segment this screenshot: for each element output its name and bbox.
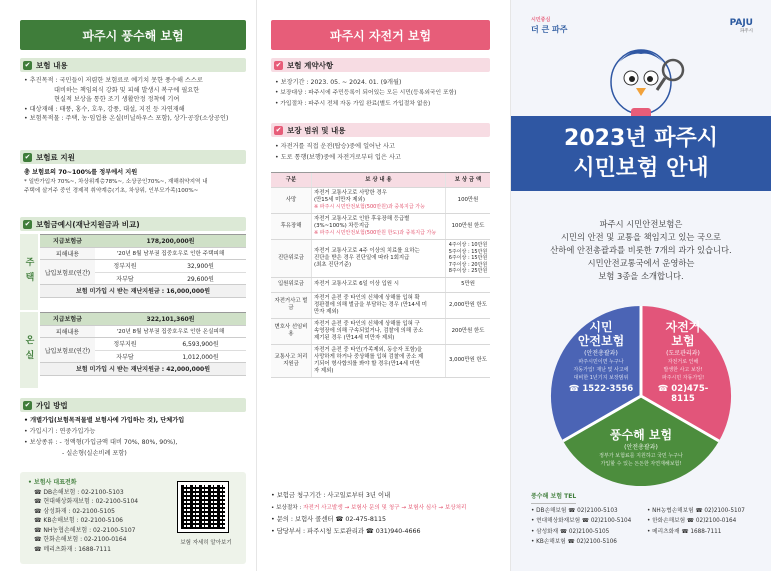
insurer-contact-item[interactable]: ☎ 현대해상화재보험 : 02-2100-5104: [34, 498, 139, 505]
paju-logo: [730, 18, 753, 34]
bicycle-coverage-text: [275, 141, 490, 163]
safety-insurance-label[interactable]: [563, 320, 639, 394]
house-damage-label: 피해내용: [40, 248, 95, 260]
flood-contact-item[interactable]: • 메리츠화재 ☎ 1688-7111: [647, 528, 722, 535]
intro-line: 산하에 안전총괄과를 비롯한 7개의 과가 있습니다.: [550, 245, 732, 255]
table-cell-note: ※ 파주시 시민안전보험(500만원 한도)과 중복지급 가능: [314, 230, 437, 236]
table-row: [271, 319, 490, 345]
bicycle-contract-text: [275, 77, 490, 110]
house-example-table: [20, 234, 246, 310]
flood-support-line: 총 보험료의 70~100%를 정부에서 지원: [24, 169, 138, 176]
table-cell: 200만원 한도: [451, 327, 485, 334]
insurer-contact-box: [20, 472, 246, 564]
cover-title: [511, 116, 771, 191]
house-damage-value: '20년 8월 남부권 집중호우로 인한 주택피해: [116, 251, 225, 258]
safety-dept: (안전총괄과): [584, 350, 618, 357]
insurer-contact-heading: • 보험사 대표전화: [28, 479, 77, 486]
table-cell-line: 정판결에 의해 벌금을 부담하는 경우 (만14세 미: [314, 301, 427, 308]
greenhouse-side-label: [20, 312, 38, 388]
insurer-contact-list: [28, 478, 138, 554]
table-cell: 5만원: [461, 281, 475, 288]
flood-join-line: - 실손형(실손비례 포함): [62, 450, 127, 457]
table-cell: 진단위로금: [271, 240, 311, 277]
flood-contact-item[interactable]: • DB손해보험 ☎ 02)2100-5103: [531, 507, 618, 514]
flood-sec-support: [20, 150, 246, 164]
table-cell: 교통사고 처리지원금: [271, 345, 311, 377]
greenhouse-gov-value: 6,593,900원: [182, 341, 219, 349]
panel-bicycle-insurance: [257, 0, 511, 571]
bicycle-sec-contract-heading: 보험 계약사항: [287, 60, 334, 70]
cover-title-line1: 2023년 파주시: [564, 126, 718, 151]
bicycle-title: 파주시 자전거 보험: [271, 20, 490, 50]
flood-title: 파주시 풍수해 보험: [20, 20, 246, 50]
flood-join-line: • 개별가입(보험목적물별 보험사에 가입하는 것), 단체가입: [24, 417, 185, 424]
flood-desc: 가입할 수 있는 든든한 자연재해보험!: [600, 461, 682, 467]
table-cell: 변호사 선임비용: [271, 319, 311, 344]
flood-contacts-heading: 풍수해 보험 TEL: [531, 492, 576, 504]
flood-join-line: • 가입시기 : 연중가입가능: [24, 428, 96, 435]
table-row: [271, 188, 490, 214]
table-cell: [311, 293, 446, 318]
intro-line: 시민안전교통국에서 운영하는: [587, 258, 695, 268]
claim-department-phone[interactable]: • 담당부서 : 파주시청 도로관리과 ☎ 031)940-4666: [271, 528, 421, 535]
table-cell-line: (만15세 미만자 제외): [314, 197, 365, 203]
table-row: [271, 345, 490, 378]
table-cell: [311, 188, 446, 213]
table-cell: 100만원 한도: [451, 223, 485, 229]
table-cell-line: 속영장에 의해 구속되었거나, 검찰에 의해 공소: [314, 327, 424, 334]
flood-contact-item[interactable]: • 현대해상화재보험 ☎ 02)2100-5104: [531, 518, 632, 524]
house-relief-note: 보험 미가입 시 받는 재난지원금 : 16,000,000원: [40, 285, 246, 298]
claim-process-label: • 보상절차 :: [271, 505, 304, 511]
table-cell-line: 진단을 받은 경우 진단일에 따라 1회지급: [314, 254, 410, 261]
table-cell-line: 자전거 교통사고로 인한 후유장해 등급별: [314, 216, 410, 222]
flood-contact-item[interactable]: • 한화손해보험 ☎ 02)2100-0164: [647, 518, 737, 524]
flood-join-text: [24, 415, 244, 459]
paju-logo-sub: 파주시: [739, 29, 753, 34]
bicycle-coverage-line: • 자전거를 직접 운전(탑승)중에 일어난 사고: [275, 143, 395, 150]
qr-code-icon[interactable]: [178, 482, 228, 532]
bicycle-insurance-label[interactable]: [647, 320, 719, 404]
cover-title-line2: 시민보험 안내: [573, 156, 709, 181]
table-cell: 자전거사고 벌금: [271, 293, 311, 318]
table-cell: [311, 240, 446, 277]
slogan-main: 더 큰 파주: [531, 25, 568, 34]
table-header: 보 상 금 액: [454, 176, 482, 183]
bicycle-desc: 파주시민 자동가입!: [661, 375, 705, 381]
table-cell-line: 자전거 운전 중 타인(가족제외, 동승자 포함)을: [314, 346, 423, 353]
house-side-text: 주택: [23, 257, 34, 287]
check-icon: ✔: [24, 401, 31, 409]
check-icon: ✔: [24, 153, 31, 161]
intro-line: 파주시 시민안전보험은: [599, 219, 683, 229]
table-cell: 후유장해: [271, 214, 311, 239]
table-cell-note: ※ 파주시 시민안전보험(500만원)과 중복지급 가능: [314, 204, 425, 210]
flood-dept: (안전총괄과): [624, 444, 658, 451]
intro-line: 보험 3종을 소개합니다.: [598, 271, 684, 281]
house-payout-value: 178,200,000원: [95, 235, 246, 247]
table-row: [271, 240, 490, 278]
safety-desc: 대비한 1년기지 보장범위: [573, 375, 629, 381]
flood-contact-item[interactable]: • NH농협손해보험 ☎ 02)2100-5107: [647, 507, 745, 514]
paju-logo-text: PAJU: [729, 18, 753, 28]
greenhouse-example-table: [20, 312, 246, 388]
safety-desc: 자동가입! 재난 및 사고에: [573, 367, 629, 373]
bicycle-sec-coverage-heading: 보장 범위 및 내용: [287, 125, 346, 135]
safety-title: 안전보험: [577, 334, 625, 348]
cover-intro: [521, 218, 761, 283]
table-header: 구분: [271, 173, 311, 187]
flood-sec-join-heading: 가입 방법: [36, 400, 68, 410]
insurer-contact-item[interactable]: ☎ KB손해보험 : 02-2100-5106: [34, 517, 123, 524]
intro-line: 시민의 안전 및 교통을 책임지고 있는 국으로: [560, 232, 722, 242]
table-cell-line: 기되어 형사합의를 봐야 할 경우(만14세 미만: [314, 360, 421, 367]
slogan-small: 시민중심: [531, 17, 551, 23]
flood-contact-item[interactable]: • 삼성화재 ☎ 02)2100-5105: [531, 528, 610, 535]
insurer-contact-item[interactable]: ☎ 한화손해보험 : 02-2100-0164: [34, 536, 127, 543]
flood-sec-example-heading: 보험금예시(재난지원금과 비교): [36, 219, 140, 229]
table-cell-line: 제기된 경우 (만14세 미만자 제외): [314, 334, 395, 341]
panel-cover: [511, 0, 771, 571]
flood-sec-join: [20, 398, 246, 412]
house-premium-label: 납입보험료(연간): [40, 260, 95, 284]
claim-period: • 보험금 청구기간 : 사고일로부터 3년 이내: [271, 492, 391, 499]
greenhouse-gov-label: 정부지원: [113, 341, 137, 349]
table-cell: 사망: [271, 188, 311, 213]
table-header: 보 상 내 용: [311, 173, 446, 187]
greenhouse-relief-note: 보험 미가입 시 받는 재난지원금 : 42,000,000원: [40, 363, 246, 376]
table-cell: [311, 345, 446, 377]
bicycle-contract-line: • 보장대상 : 파주시에 주민등록이 되어있는 모든 시민(등록외국인 포함): [275, 90, 457, 96]
table-cell-line: 만자 제외): [314, 308, 339, 315]
table-cell: 자전거 교통사고로 6일 이상 입원 시: [311, 278, 446, 292]
safety-phone[interactable]: ☎ 1522-3556: [568, 384, 634, 394]
table-cell: 입원위로금: [271, 278, 311, 292]
flood-contact-item[interactable]: • KB손해보험 ☎ 02)2100-5106: [531, 539, 617, 545]
house-side-label: [20, 234, 38, 310]
flood-content-line: • 추진목적 : 국민들이 저렴한 보험료로 예기치 못한 풍수해 스스로: [24, 77, 203, 84]
claim-process-steps: 자전거 사고발생 → 보험사 문의 및 청구 → 보험사 심사 → 보상처리: [303, 505, 467, 511]
bicycle-wheel-title: 자전거: [665, 320, 701, 334]
bicycle-claim-info: [271, 490, 490, 538]
bicycle-desc: 발생한 사고 보장!: [663, 367, 703, 373]
greenhouse-side-text: 온실: [23, 335, 34, 365]
table-cell-line: 자 제외): [314, 367, 334, 374]
bicycle-sec-contract: [271, 58, 490, 72]
qr-caption: 보험 자세히 알아보기: [180, 540, 232, 546]
insurer-contact-item[interactable]: ☎ NH농협손해보험 : 02-2100-5107: [34, 526, 136, 534]
flood-content-text: [24, 76, 244, 124]
table-cell-line: 사망하게 하거나 중상해를 입혀 검찰에 공소 제: [314, 353, 424, 360]
house-self-label: 자부담: [116, 275, 134, 283]
safety-title: 시민: [589, 320, 613, 334]
claim-inquiry-phone[interactable]: • 문의 : 보험사 콜센터 ☎ 02-475-8115: [271, 516, 386, 523]
table-cell: [311, 319, 446, 344]
greenhouse-self-label: 자부담: [116, 353, 134, 361]
flood-insurer-contacts: [531, 492, 759, 548]
insurer-contact-item[interactable]: ☎ 메리츠화재 : 1688-7111: [34, 545, 111, 553]
flood-content-line: • 보험목적물 : 주택, 농·임업용 온실(비닐하우스 포함), 상가·공장(소상공인): [24, 115, 229, 122]
bicycle-phone[interactable]: ☎ 02)475-8115: [657, 384, 709, 404]
bicycle-dept: (도로관리과): [666, 350, 700, 357]
table-cell: 2,000만원 한도: [449, 301, 487, 308]
flood-support-line: 주택에 살거주 중인 경제적 취약계층(기초, 차상위, 인부모가족)100%~: [24, 188, 199, 194]
table-cell: 3,000만원 한도: [449, 357, 487, 364]
table-cell-line: (최초 진단기준): [314, 261, 352, 268]
flood-wheel-title: 풍수해 보험: [609, 428, 673, 442]
insurer-contact-item[interactable]: ☎ DB손해보험 : 02-2100-5103: [34, 488, 124, 496]
check-icon: ✔: [275, 126, 282, 134]
bicycle-coverage-table: [271, 172, 490, 378]
city-slogan-logo: [531, 16, 581, 40]
greenhouse-damage-value: '20년 8월 남부권 집중호우로 인한 온실피해: [116, 329, 225, 336]
flood-content-line: 현실적 보상을 통한 조기 생활안정 정착에 기여: [54, 96, 180, 103]
flood-support-line: * 일반가입자 70%~, 차상위계층78%~, 소상공인70%~, 재해취약지역 내: [24, 178, 208, 185]
flood-content-line: • 대상재해 : 태풍, 홍수, 호우, 강풍, 대설, 지진 등 자연재해: [24, 105, 185, 113]
table-cell: 4주이상 : 10만원 5주이상 : 15만원 6주이상 : 15만원 7주이상 : 20만원 8주이상 : 25만원: [448, 242, 488, 275]
table-cell-line: 자전거 운전 중 타인의 신체에 상해를 입혀 구: [314, 320, 420, 327]
house-payout-label: 지급보험금: [40, 235, 95, 247]
flood-insurance-label[interactable]: [571, 428, 711, 467]
table-row: [271, 214, 490, 240]
table-cell-line: 자전거 교통사고로 4주 이상의 치료를 요하는: [314, 247, 420, 254]
table-cell: [311, 214, 446, 239]
check-icon: ✔: [24, 61, 31, 69]
flood-desc: 정부가 보험료를 지원하고 국민 누구나: [599, 453, 683, 459]
flood-sec-example: [20, 217, 246, 231]
table-cell-line: 자전거 운전 중 타인의 신체에 상해를 입혀 확: [314, 294, 420, 301]
bicycle-contract-line: • 가입절차 : 파주시 전체 자동 가입 완료(별도 가입절차 없음): [275, 101, 431, 107]
bicycle-sec-coverage: [271, 123, 490, 137]
insurer-contact-item[interactable]: ☎ 삼성화재 : 02-2100-5105: [34, 507, 115, 515]
table-header-row: [271, 173, 490, 188]
safety-desc: 파주시민이면 누구나: [578, 359, 624, 365]
bicycle-desc: 자전거로 인해: [667, 359, 699, 365]
check-icon: ✔: [24, 220, 31, 228]
flood-support-text: [24, 168, 244, 197]
flood-join-line: • 보상종류 : - 정액형(가입금액 대비 70%, 80%, 90%),: [24, 439, 178, 446]
greenhouse-damage-label: 피해내용: [40, 326, 95, 338]
bicycle-contract-line: • 보장기간 : 2023. 05. ~ 2024. 01. (9개월): [275, 79, 402, 86]
flood-sec-support-heading: 보험료 지원: [36, 152, 75, 162]
greenhouse-payout-label: 지급보험금: [40, 313, 95, 325]
house-gov-value: 32,900원: [187, 263, 214, 271]
bicycle-wheel-title: 보험: [671, 334, 695, 348]
table-cell-line: 자전거 교통사고로 사망한 경우: [314, 190, 387, 196]
table-row: [271, 278, 490, 293]
flood-sec-content: [20, 58, 246, 72]
check-icon: ✔: [275, 61, 282, 69]
flood-sec-content-heading: 보험 내용: [36, 60, 68, 70]
flood-content-line: 대비하는 책임의식 강화 및 피해 발생시 복구에 필요한: [54, 86, 200, 94]
panel-flood-insurance: [0, 0, 257, 571]
insurance-wheel: [541, 306, 741, 506]
table-cell-line: (3%~100%) 차등지급: [314, 223, 370, 229]
house-gov-label: 정부지원: [113, 263, 137, 271]
table-cell: 100만원: [457, 197, 479, 203]
house-self-value: 29,600원: [187, 275, 214, 283]
greenhouse-payout-value: 322,101,360원: [95, 313, 246, 325]
table-row: [271, 293, 490, 319]
greenhouse-premium-label: 납입보험료(연간): [40, 338, 95, 362]
greenhouse-self-value: 1,012,000원: [182, 353, 219, 361]
bicycle-coverage-line: • 도로 통행(보행)중에 자전거로부터 입은 사고: [275, 154, 401, 161]
mascot-icon: [581, 30, 701, 130]
